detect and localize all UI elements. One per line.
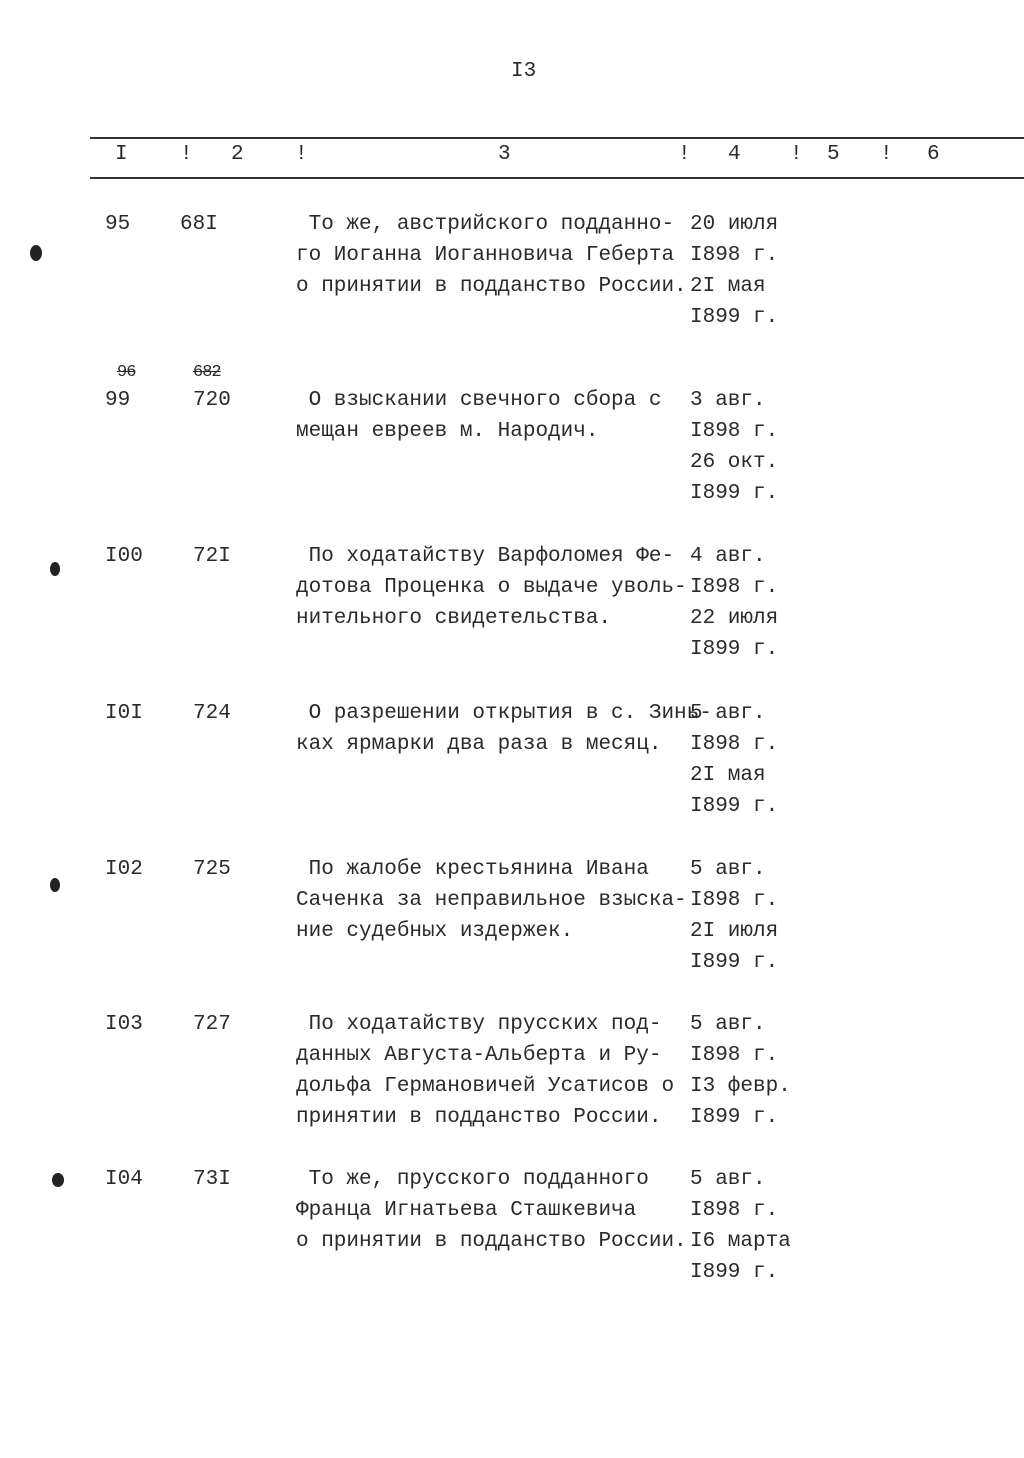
description-line: мещан евреев м. Народич.: [296, 420, 599, 443]
col-separator: !: [180, 143, 193, 166]
row-number: I03: [105, 1013, 143, 1036]
case-number: 727: [193, 1013, 231, 1036]
col-separator: !: [295, 143, 308, 166]
struck-number: 96: [117, 363, 136, 382]
header-top-rule: [90, 137, 1024, 139]
description-line: Саченка за неправильное взыска-: [296, 889, 687, 912]
date-line: I899 г.: [690, 951, 779, 974]
row-number: I04: [105, 1168, 143, 1191]
description-line: По ходатайству прусских под-: [296, 1013, 662, 1036]
ink-mark: [30, 245, 42, 261]
header-bottom-rule: [90, 177, 1024, 179]
case-number: 724: [193, 702, 231, 725]
row-number: 99: [105, 389, 131, 412]
col-header-2: 2: [231, 143, 244, 166]
date-line: I899 г.: [690, 795, 779, 818]
date-line: I899 г.: [690, 1261, 779, 1284]
ink-mark: [50, 878, 60, 892]
date-line: I898 г.: [690, 1044, 779, 1067]
date-line: I899 г.: [690, 306, 779, 329]
date-line: I899 г.: [690, 638, 779, 661]
description-line: По жалобе крестьянина Ивана: [296, 858, 649, 881]
row-number: I02: [105, 858, 143, 881]
date-line: 5 авг.: [690, 702, 766, 725]
description-line: ках ярмарки два раза в месяц.: [296, 733, 662, 756]
row-number: I00: [105, 545, 143, 568]
date-line: I899 г.: [690, 1106, 779, 1129]
date-line: 20 июля: [690, 213, 779, 236]
date-line: 5 авг.: [690, 1013, 766, 1036]
description-line: То же, прусского подданного: [296, 1168, 649, 1191]
description-line: Франца Игнатьева Сташкевича: [296, 1199, 637, 1222]
date-line: 3 авг.: [690, 389, 766, 412]
row-number: 95: [105, 213, 131, 236]
col-separator: !: [678, 143, 691, 166]
date-line: 4 авг.: [690, 545, 766, 568]
date-line: I898 г.: [690, 733, 779, 756]
description-line: О взыскании свечного сбора с: [296, 389, 662, 412]
description-line: ние судебных издержек.: [296, 920, 574, 943]
date-line: I898 г.: [690, 420, 779, 443]
date-line: I898 г.: [690, 889, 779, 912]
struck-case-number: 682: [193, 363, 221, 382]
page-number: I3: [511, 60, 537, 83]
date-line: I898 г.: [690, 576, 779, 599]
col-separator: !: [790, 143, 803, 166]
description-line: го Иоганна Иоганновича Геберта: [296, 244, 675, 267]
date-line: 26 окт.: [690, 451, 779, 474]
ink-mark: [50, 562, 60, 576]
date-line: 22 июля: [690, 607, 779, 630]
description-line: о принятии в подданство России.: [296, 275, 687, 298]
date-line: I898 г.: [690, 1199, 779, 1222]
date-line: 2I мая: [690, 764, 766, 787]
date-line: 2I июля: [690, 920, 779, 943]
col-separator: !: [880, 143, 893, 166]
description-line: То же, австрийского подданно-: [296, 213, 675, 236]
col-header-5: 5: [827, 143, 840, 166]
description-line: дольфа Германовичей Усатисов о: [296, 1075, 675, 1098]
description-line: нительного свидетельства.: [296, 607, 612, 630]
col-header-3: 3: [498, 143, 511, 166]
row-number: I0I: [105, 702, 143, 725]
col-header-6: 6: [927, 143, 940, 166]
date-line: 5 авг.: [690, 1168, 766, 1191]
description-line: данных Августа-Альберта и Ру-: [296, 1044, 662, 1067]
description-line: дотова Проценка о выдаче уволь-: [296, 576, 687, 599]
description-line: О разрешении открытия в с. Зинь-: [296, 702, 712, 725]
col-header-4: 4: [728, 143, 741, 166]
case-number: 68I: [180, 213, 218, 236]
case-number: 720: [193, 389, 231, 412]
case-number: 73I: [193, 1168, 231, 1191]
description-line: принятии в подданство России.: [296, 1106, 662, 1129]
ink-mark: [52, 1173, 64, 1187]
col-header-1: I: [115, 143, 128, 166]
date-line: 5 авг.: [690, 858, 766, 881]
case-number: 72I: [193, 545, 231, 568]
date-line: I3 февр.: [690, 1075, 791, 1098]
date-line: I898 г.: [690, 244, 779, 267]
description-line: По ходатайству Варфоломея Фе-: [296, 545, 675, 568]
date-line: I6 марта: [690, 1230, 791, 1253]
date-line: I899 г.: [690, 482, 779, 505]
description-line: о принятии в подданство России.: [296, 1230, 687, 1253]
date-line: 2I мая: [690, 275, 766, 298]
case-number: 725: [193, 858, 231, 881]
